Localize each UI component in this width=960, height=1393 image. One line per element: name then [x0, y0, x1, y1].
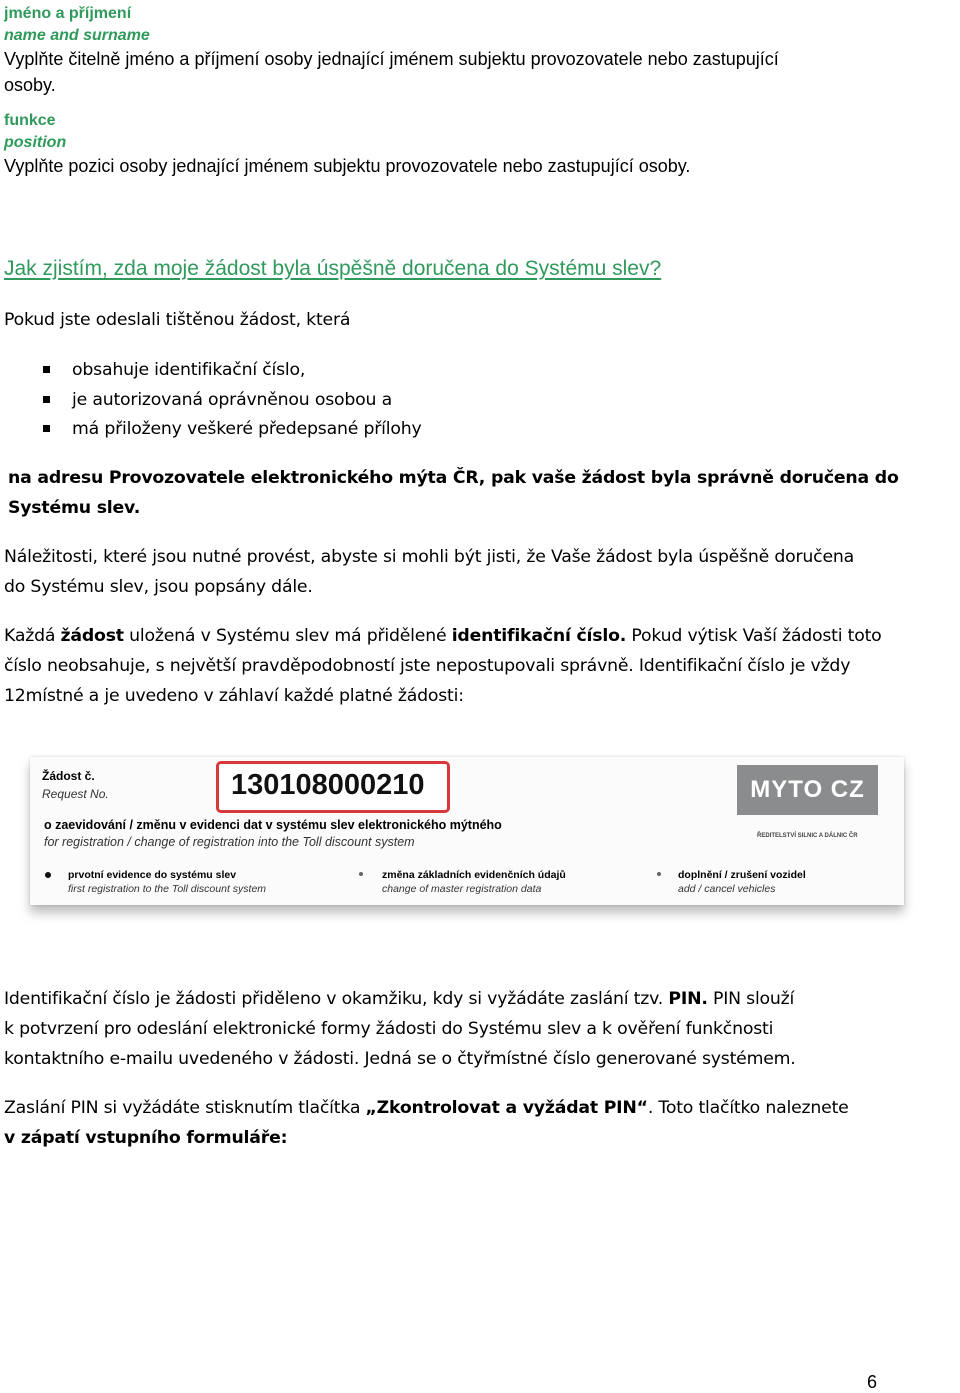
radio-dot-icon — [45, 872, 51, 878]
option-3-cz: doplnění / zrušení vozidel — [678, 869, 806, 881]
name-description-line2: osoby. — [4, 75, 56, 95]
option-1-cz: prvotní evidence do systému slev — [68, 869, 237, 881]
purpose-en: for registration / change of registration into the Toll discount system — [44, 835, 415, 849]
request-header-screenshot — [30, 757, 904, 905]
text-run: Každá — [4, 626, 61, 646]
bullet-marker — [43, 425, 50, 432]
paragraph-4-line1 — [4, 1093, 849, 1123]
paragraph-2-line3: 12místné a je uvedeno v záhlaví každé platné žádosti: — [4, 686, 464, 706]
paragraph-2-line2: číslo neobsahuje, s největší pravděpodobností jste nepostupovali správně. Identifikační číslo je vždy — [4, 656, 851, 676]
text-run: Zaslání PIN si vyžádáte stisknutím tlačítka — [4, 1098, 366, 1118]
bullet-item: má přiloženy veškeré předepsané přílohy — [72, 419, 422, 439]
text-run-bold: PIN. — [668, 989, 708, 1009]
text-run-bold: identifikační číslo. — [451, 626, 627, 646]
request-label-en: Request No. — [42, 787, 109, 801]
page-number: 6 — [867, 1372, 878, 1392]
bullet-marker — [43, 366, 50, 373]
position-label-en: position — [4, 134, 67, 151]
intro-text: Pokud jste odeslali tištěnou žádost, která — [4, 310, 351, 330]
text-run: Identifikační číslo je žádosti přiděleno v okamžiku, kdy si vyžádáte zaslání tzv. — [4, 989, 669, 1009]
text-run-bold: žádost — [60, 626, 124, 646]
bullet-item: je autorizovaná oprávněnou osobou a — [72, 390, 392, 410]
paragraph-3-line1 — [4, 984, 794, 1014]
result-line1: na adresu Provozovatele elektronického mýta ČR, pak vaše žádost byla správně doručena do — [8, 468, 899, 488]
name-description-line1: Vyplňte čitelně jméno a příjmení osoby jednající jménem subjektu provozovatele nebo zastupující — [4, 49, 779, 69]
bullet-item: obsahuje identifikační číslo, — [72, 360, 306, 380]
text-run: PIN slouží — [707, 989, 795, 1009]
request-number-box — [216, 761, 450, 813]
paragraph-1-line1: Náležitosti, které jsou nutné provést, abyste si mohli být jisti, že Vaše žádost byla úspěšně doručena — [4, 547, 855, 567]
name-label-en: name and surname — [4, 27, 150, 44]
purpose-cz: o zaevidování / změnu v evidenci dat v systému slev elektronického mýtného — [44, 818, 502, 832]
option-1-en: first registration to the Toll discount system — [68, 883, 267, 895]
myto-cz-logo: MYTO CZ — [737, 765, 878, 815]
radio-dot-icon — [657, 872, 661, 876]
bullet-marker — [43, 396, 50, 403]
request-label-cz: Žádost č. — [42, 769, 95, 783]
name-label-cz: jméno a příjmení — [4, 5, 132, 22]
radio-dot-icon — [359, 872, 363, 876]
text-run: Pokud výtisk Vaší žádosti toto — [626, 626, 882, 646]
result-line2: Systému slev. — [8, 498, 141, 518]
paragraph-1-line2: do Systému slev, jsou popsány dále. — [4, 577, 313, 597]
option-2-cz: změna základních evidenčních údajů — [382, 869, 566, 881]
paragraph-3-line3: kontaktního e-mailu uvedeného v žádosti. Jedná se o čtyřmístné číslo generované systémem. — [4, 1049, 796, 1069]
paragraph-3-line2: k potvrzení pro odeslání elektronické formy žádosti do Systému slev a k ověření funkčnosti — [4, 1019, 774, 1039]
paragraph-2-line1 — [4, 621, 882, 651]
text-run: uložená v Systému slev má přidělené — [123, 626, 452, 646]
option-2-en: change of master registration data — [382, 883, 542, 895]
paragraph-4-line2: v zápatí vstupního formuláře: — [4, 1128, 288, 1148]
text-run: . Toto tlačítko naleznete — [647, 1098, 849, 1118]
request-number: 130108000210 — [231, 769, 425, 801]
position-description: Vyplňte pozici osoby jednající jménem subjektu provozovatele nebo zastupující osoby. — [4, 156, 691, 176]
option-3-en: add / cancel vehicles — [678, 883, 776, 895]
position-label-cz: funkce — [4, 112, 56, 129]
logo-subtitle: ŘEDITELSTVÍ SILNIC A DÁLNIC ČR — [757, 833, 858, 839]
text-run-bold: „Zkontrolovat a vyžádat PIN“ — [365, 1098, 648, 1118]
section-heading: Jak zjistím, zda moje žádost byla úspěšně doručena do Systému slev? — [4, 257, 662, 280]
